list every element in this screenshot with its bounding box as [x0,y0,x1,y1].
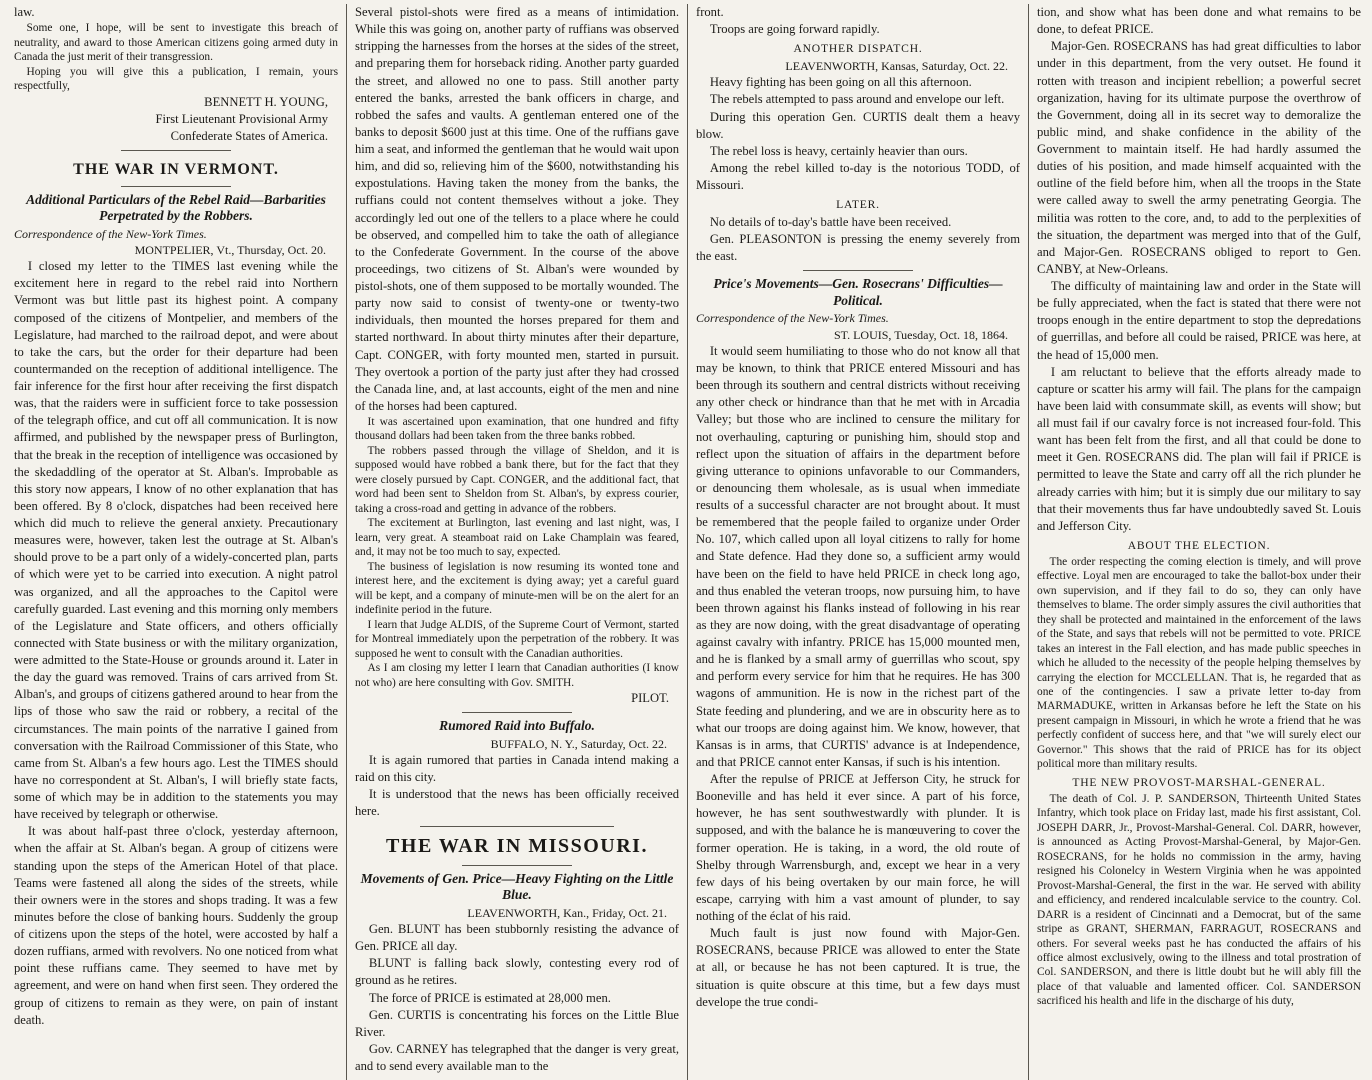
article-paragraph: After the repulse of PRICE at Jefferson City, he struck for Booneville and has held it ever since. A part of his force, however, he has sent southwestwardly with plunder. It is supposed, and with the balance he is manœuvering to cover the former operation. He is taking, in a word, the old route of Shelby through Warrensburgh, and, except we hear in a very few days of his being overtaken by our main force, he will escape, carrying with him a vast amount of plunder, to say nothing of the éclat of his raid. [696,772,1020,924]
separator-rule [462,865,572,866]
article-paragraph: Troops are going forward rapidly. [709,22,880,37]
another-dispatch-heading: ANOTHER DISPATCH. [793,42,923,56]
article-paragraph: Gen. PLEASONTON is pressing the enemy severely from the east. [696,232,1020,264]
missouri-subheadline: Movements of Gen. Price—Heavy Fighting on the Little Blue. [360,870,674,903]
article-paragraph: Heavy fighting has been going on all this afternoon. [709,75,972,90]
provost-heading: THE NEW PROVOST-MARSHAL-GENERAL. [1072,775,1326,789]
article-paragraph: Much fault is just now found with Major-Gen. ROSECRANS, because PRICE was allowed to enter the State at all, or because he has not been captured. It is true, the situation is quite obscure at this time, but a few days must develope the true condi- [696,926,1020,1009]
missouri-dateline: LEAVENWORTH, Kan., Friday, Oct. 21. [467,905,667,920]
separator-rule [121,150,231,151]
column-3 [688,4,1028,1080]
buffalo-headline: Rumored Raid into Buffalo. [439,718,595,734]
letter-paragraph: Some one, I hope, will be sent to investigate this breach of neutrality, and award to those American citizens going armed duty in Canada the just merit of their transgression. [14,22,338,64]
article-paragraph: The rebels attempted to pass around and envelope our left. [709,92,1005,107]
article-paragraph: The excitement at Burlington, last evening and last night, was, I learn, very great. A steamboat raid on Lake Champlain was feared, and, it may not be too much to say, expected. [355,517,679,559]
signature-army: Confederate States of America. [170,128,328,143]
article-paragraph: The robbers passed through the village of Sheldon, and it is supposed would have robbed a bank there, but for the fact that they were closely pursued by Capt. CONGER, and the additional fact, that word had been sent to Sheldon from St. Alban's, by express courier, taking a cross-road and getting in advance of the robbers. [355,444,679,515]
article-paragraph: The force of PRICE is estimated at 28,000 men. [368,990,611,1005]
separator-rule [803,270,913,271]
article-paragraph: front. [696,5,724,19]
article-paragraph: It was ascertained upon examination, that one hundred and fifty thousand dollars had been taken from the three banks robbed. [355,416,679,443]
article-paragraph: Among the rebel killed to-day is the notorious TODD, of Missouri. [696,160,1020,193]
separator-rule [462,712,572,713]
buffalo-dateline: BUFFALO, N. Y., Saturday, Oct. 22. [490,736,667,751]
column-4 [1029,4,1369,1080]
article-paragraph: Gen. BLUNT has been stubbornly resisting the advance of Gen. PRICE all day. [355,922,679,954]
article-paragraph: It is again rumored that parties in Canada intend making a raid on this city. [355,753,679,785]
article-paragraph: It would seem humiliating to those who do not know all that may be known, to think that PRICE entered Missouri and has been through its southern and central districts without receiving any other check or hindrance than that he met with in Arcadia Valley; but those who are inclined to censure the military for not overhauling, capturing or punishing him, should stop and reflect upon the situation of affairs in the department before giving utterance to opinions unfavorable to our Commanders, or denouncing them wholesale, as is usual when immediate results of a successful character are not brought about. It must be remembered that the people failed to organize under Order No. 107, which called upon all loyal citizens to rally for home and State defence. Had they done so, a sufficient army would have been on the field to have held PRICE in check long ago, and thus enabled the veteran troops, now pursuing him, to have been thrown against his flanks instead of following in his rear as they are now doing, with the great disadvantage of operating against cavalry with infantry. PRICE has 15,000 mounted men, and he is flanked by a small army of guerrillas who scout, spy and perform every service for him that he requires. He has 300 wagons of ammunition. He is now in the richest part of the State feeding and plundering, and we are in obscurity here as to what our troops are doing against him. We know, however, that Kansas is in arms, that CURTIS' advance is at Independence, and that PRICE cannot enter Kansas, if such is his intention. [696,343,1020,769]
article-paragraph: The rebel loss is heavy, certainly heavier than ours. [709,143,968,158]
vermont-subheadline: Additional Particulars of the Rebel Raid—Barbarities Perpetrated by the Robbers. [26,191,326,224]
article-paragraph: As I am closing my letter I learn that Canadian authorities (I know not who) are here consulting with Gov. SMITH. [355,662,679,689]
article-paragraph: Gen. CURTIS is concentrating his forces on the Little Blue River. [355,1007,679,1039]
article-paragraph: I closed my letter to the TIMES last evening while the excitement here in regard to the rebel raid into Northern Vermont was but little past its highest point. A company composed of the citizens of Montpelier, and members of the Legislature, had marched to the railroad depot, and were about to take the cars, but the order for their departure had been countermanded on the reception of additional intelligence. The fair inference for the first hour after receiving the first dispatch was, that the raiders were in sufficient force to take possession of the telegraph office, and cut off all communication. It is now affirmed, and published by the newspaper press of Burlington, that the break in the reception of intelligence was occasioned by the skedaddling of the operator at St. Alban's. Improbable as this story now appears, I know of no other explanation that has been offered. By 8 o'clock, dispatches had been received here which did much to relieve the general anxiety. Precautionary measures were, however, taken lest the outrage at St. Alban's should prove to be a part only of a widely-concerted plan, parts of which were yet to be carried into execution. A night patrol was organized, and all the approaches to the Capitol were carefully guarded. Last evening and this morning only members of the Legislature and State officers, and others officially connected with State business or with the military organization, were admitted to the State-House or grounds around it. Later in the day the guard was removed. Trains of cars arrived from St. Alban's, and groups of citizens gathered around to hear from the lips of those who saw the raid or robbery, a recital of the circumstances. The main points of the narrative I gained from conversation with the Railroad Commissioner of this State, who came from St. Alban's a few hours ago. Lest the TIMES should have no correspondent at St. Alban's, I will briefly state facts, some of which may be in addition to the statements you may have received by telegraph or otherwise. [14,259,338,822]
article-paragraph: The order respecting the coming election is timely, and will prove effective. Loyal men are encouraged to take the ballot-box under their own supervision, and if they fail to do so, they can only have themselves to blame. The order simply assures the civil authorities that they shall be protected and maintained in the enforcement of the laws of the State, and says that rebels will not be permitted to vote. PRICE takes an interest in the Fall election, and has made public speeches in which he alluded to the necessity of the people helping themselves by carrying the election for MCCLELLAN. That is, he regarded that as one of the contingencies. I saw a private letter to-day from MARMADUKE, written in Arkansas before he left the State on his present campaign in Missouri, in which he wrote a friend that he was perfectly confident of success here, and that "we will surely elect our Governor." This shows that the raid of PRICE has for its object political more than military results. [1037,555,1361,771]
signature-name: BENNETT H. YOUNG, [204,94,328,109]
letter-signature [14,94,338,145]
article-paragraph: BLUNT is falling back slowly, contesting every rod of ground as he retires. [355,956,679,988]
separator-rule [420,826,614,827]
article-paragraph: The death of Col. J. P. SANDERSON, Thirteenth United States Infantry, which took place on Friday last, made his first assistant, Col. JOSEPH DARR, Jr., Provost-Marshal-General. Col. DARR, however, is announced as Acting Provost-Marshal-General, by Major-Gen. ROSECRANS, for he holds no commission in the army, having resigned his Colonelcy in Western Virginia when he was appointed Provost-Marshal-General, the first in the war. He served with ability and efficiency, and rendered incalculable service to the country. Col. DARR is a resident of Cincinnati and a Democrat, but of the same stripe as GRANT, SHERMAN, FARRAGUT, ROSECRANS and others. For several weeks past he has conducted the affairs of his office almost exclusively, owing to the illness and total prostration of Col. SANDERSON, and there is little doubt but he will ably fill the place of that valuable and lamented officer. Col. SANDERSON sacrificed his health and life in the discharge of his duty, [1037,792,1361,1008]
price-correspondence: Correspondence of the New-York Times. [696,311,889,326]
letter-closing: Hoping you will give this a publication, I remain, yours respectfully, [14,65,338,93]
price-dateline: ST. LOUIS, Tuesday, Oct. 18, 1864. [833,327,1008,342]
another-dispatch-dateline: LEAVENWORTH, Kansas, Saturday, Oct. 22. [785,59,1008,74]
vermont-dateline: MONTPELIER, Vt., Thursday, Oct. 20. [134,242,326,257]
article-paragraph: Gov. CARNEY has telegraphed that the danger is very great, and to send every available man to the [355,1041,679,1074]
vermont-correspondence: Correspondence of the New-York Times. [14,226,207,241]
election-heading: ABOUT THE ELECTION. [1127,538,1271,552]
signature-rank: First Lieutenant Provisional Army [155,111,328,126]
separator-rule [121,186,231,187]
column-1 [6,4,346,1080]
later-heading: LATER. [836,198,880,212]
pilot-signature: PILOT. [631,691,669,706]
article-paragraph: I am reluctant to believe that the efforts already made to capture or scatter his army will fail. The plans for the campaign have been laid with consummate skill, as events will show; but all must fail if our cavalry force is not increased four-fold. This want has been felt from the first, and all that could be done to meet it Gen. ROSECRANS did. The plan will fail if PRICE is permitted to leave the State and carry off all the rich plunder he already carries with him; but it is simply due our military to say that their movements thus far have undoubtedly saved St. Louis and Jefferson City. [1037,364,1361,533]
letter-fragment: law. [14,5,35,19]
article-paragraph: No details of to-day's battle have been received. [709,214,952,229]
article-paragraph: The difficulty of maintaining law and order in the State will be fully appreciated, when the fact is stated that there were not troops enough in the entire department to stop the depredations of guerrillas, and before all could be raised, PRICE was here, at the head of 15,000 men. [1037,279,1361,362]
missouri-headline: THE WAR IN MISSOURI. [386,834,648,857]
article-paragraph: The business of legislation is now resuming its wonted tone and interest here, and the excitement is dying away; yet a careful guard will be kept, and a company of minute-men will be on the alert for an indefinite period in the future. [355,560,679,617]
article-paragraph: Major-Gen. ROSECRANS has had great difficulties to labor under in this department, from the very outset. He found it rotten with treason and incipient rebellion; a powerful secret organization, having for its ultimate purpose the overthrow of the Government, doing all in its secret way to demoralize the public mind, and shake confidence in the ability of the Government to maintain itself. He had hardly assumed the duties of his position, and made himself acquainted with the outline of the field before him, when all the troops in the State were called away to swell the army penetrating Georgia. The militia was rotten to the core, and, to add to the perplexities of the situation, the department was merged into that of the Gulf, and Major-Gen. ROSECRANS obliged to report to Gen. CANBY, at New-Orleans. [1037,39,1361,276]
article-paragraph: tion, and show what has been done and what remains to be done, to defeat PRICE. [1037,5,1361,37]
price-subheadline: Price's Movements—Gen. Rosecrans' Difficulties—Political. [713,276,1003,308]
article-paragraph: It was about half-past three o'clock, yesterday afternoon, when the affair at St. Alban's began. A group of citizens were standing upon the steps of the American Hotel of that place. Teams were fastened all along the sides of the streets, while their owners were in the stores and shops trading. It was a few minutes before the close of banking hours. Suddenly the group of citizens upon the steps of the hotel, were accosted by half a dozen ruffians, armed with revolvers. No one noticed from what point these ruffians came. They seemed to have met by agreement, and were on hand when first seen. They ordered the group of citizens to remain as they were, on pain of instant death. [14,824,338,1027]
article-paragraph: Several pistol-shots were fired as a means of intimidation. While this was going on, another party of ruffians was observed stripping the harnesses from the horses at the sides of the street, and preparing them for horseback riding. Another party guarded the street, and allowed no one to pass. Still another party entered the banks, arrested the bank officers in charge, and robbed the safes and vaults. A gentleman entered one of the banks to deposit $600 just at this time. One of the ruffians gave him a seat, and informed the gentleman that he would wait upon him, and did so, relieving him of the $600, notwithstanding his expostulations. Having taken the money from the banks, the ruffians could not content themselves without a joke. They accordingly led out one of the tellers to a place where he could be observed, and compelled him to take the oath of allegiance to the Confederate Government. In the course of the above proceedings, two citizens of St. Alban's were wounded by pistol-shots, one of them supposed to be mortally wounded. The party now said to consist of twenty-one or twenty-two individuals, then mounted the horses prepared for them and started northward. In about thirty minutes after their departure, Capt. CONGER, with forty mounted men, started in pursuit. They overtook a portion of the party just after they had crossed the Canada line, and, at last accounts, eight of the men and nine of the horses had been captured. [355,5,679,413]
column-2 [347,4,687,1080]
vermont-headline: THE WAR IN VERMONT. [73,160,279,178]
article-paragraph: During this operation Gen. CURTIS dealt them a heavy blow. [696,109,1020,141]
article-paragraph: It is understood that the news has been officially received here. [355,787,679,819]
article-paragraph: I learn that Judge ALDIS, of the Supreme Court of Vermont, started for Montreal immediately upon the perpetration of the robbery. It was supposed he went to consult with the Canadian authorities. [355,618,679,660]
